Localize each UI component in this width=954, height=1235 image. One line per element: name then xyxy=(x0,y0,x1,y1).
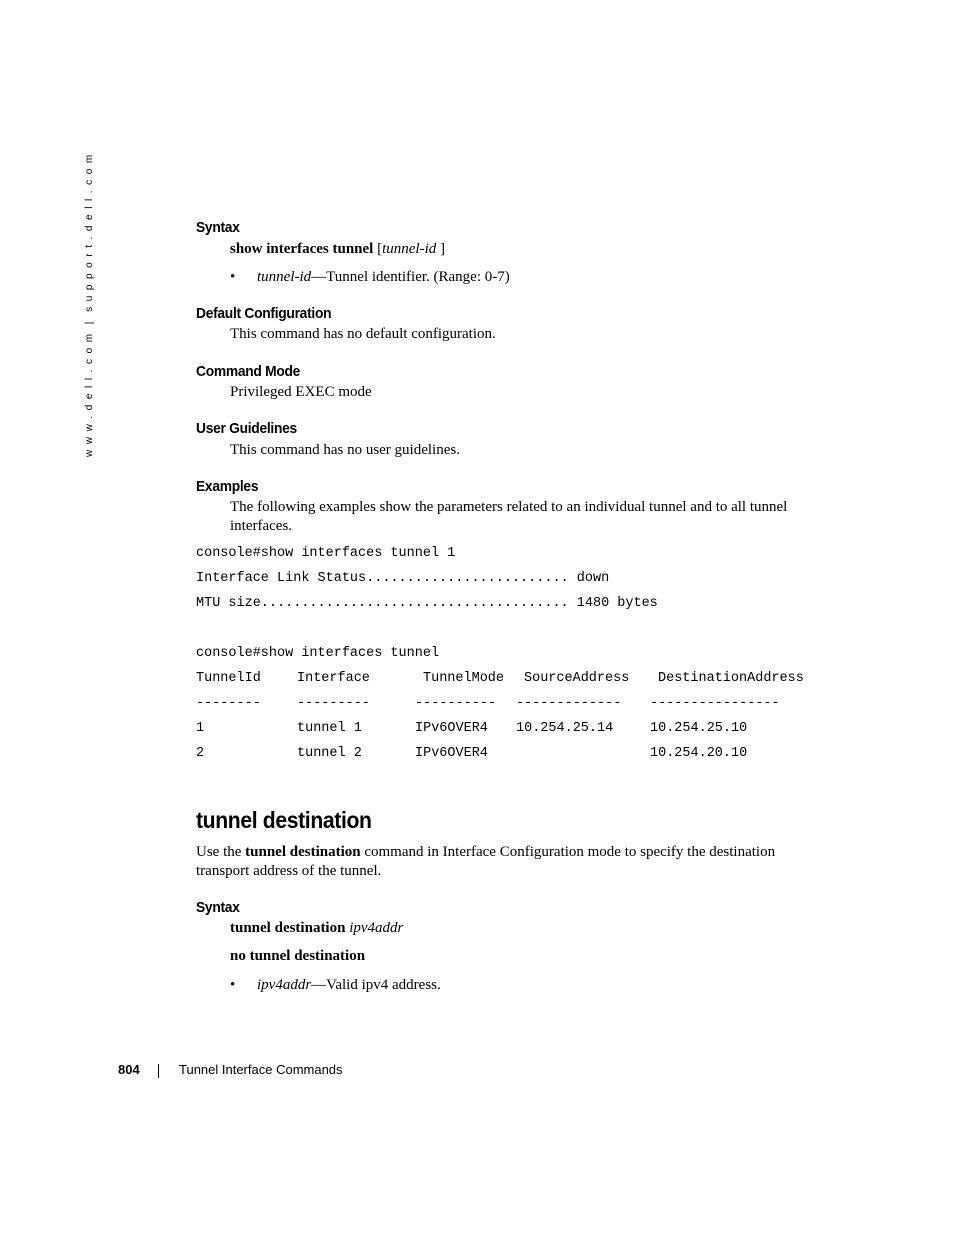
table-cell: tunnel 1 xyxy=(297,721,362,736)
command-mode-text: Privileged EXEC mode xyxy=(230,384,372,400)
table-cell: 1 xyxy=(196,721,205,736)
table-header-cell: DestinationAddress xyxy=(658,671,804,686)
bullet-tunnel-id: • tunnel-id—Tunnel identifier. (Range: 0-7) xyxy=(230,269,510,285)
syntax-line-2 xyxy=(230,919,820,938)
table-cell: IPv6OVER4 xyxy=(415,721,488,736)
console-line-2: Interface Link Status......................... down xyxy=(196,571,610,586)
table-cell: 10.254.25.14 xyxy=(516,721,614,736)
user-guidelines-text: This command has no user guidelines. xyxy=(230,442,460,458)
console-line-3: MTU size...................................... 1480 bytes xyxy=(196,596,658,611)
syntax-argument: tunnel-id xyxy=(382,241,437,257)
syntax-command: show interfaces tunnel xyxy=(230,241,374,257)
table-header-row xyxy=(0,671,954,687)
table-header-cell: SourceAddress xyxy=(524,671,630,686)
syntax-line: show interfaces tunnel [tunnel-id ] xyxy=(230,241,445,257)
default-config-heading: Default Configuration xyxy=(196,305,332,322)
table-row xyxy=(0,721,954,737)
table-divider-cell: ------------- xyxy=(516,696,622,711)
console-line-1: console#show interfaces tunnel 1 xyxy=(196,546,456,561)
syntax-heading-2: Syntax xyxy=(196,899,240,916)
table-cell: 2 xyxy=(196,746,205,761)
table-header-cell: TunnelMode xyxy=(423,671,505,686)
table-cell: 10.254.25.10 xyxy=(650,721,748,736)
syntax-command-2: tunnel destination xyxy=(230,920,346,936)
console-line-4: console#show interfaces tunnel xyxy=(196,646,440,661)
table-divider-cell: ---------- xyxy=(415,696,497,711)
table-cell: tunnel 2 xyxy=(297,746,362,761)
bullet-ipv4addr: • ipv4addr—Valid ipv4 address. xyxy=(230,977,441,993)
command-mode-heading: Command Mode xyxy=(196,363,301,380)
table-cell: 10.254.20.10 xyxy=(650,746,748,761)
table-divider-cell: -------- xyxy=(196,696,261,711)
table-divider-cell: ---------------- xyxy=(650,696,780,711)
section-title: tunnel destination xyxy=(196,807,372,833)
syntax-heading: Syntax xyxy=(196,219,240,236)
footer-section-title: Tunnel Interface Commands xyxy=(179,1062,343,1077)
table-row xyxy=(0,746,954,762)
table-header-cell: Interface xyxy=(297,671,370,686)
side-url: w w w . d e l l . c o m | s u p p o r t . d e l l . c o m xyxy=(84,153,95,457)
table-divider-row xyxy=(0,696,954,712)
examples-heading: Examples xyxy=(196,478,259,495)
user-guidelines-heading: User Guidelines xyxy=(196,420,297,437)
examples-text: The following examples show the parameters related to an individual tunnel and to all tunnel interfaces. xyxy=(230,499,788,534)
table-cell: IPv6OVER4 xyxy=(415,746,488,761)
table-header-cell: TunnelId xyxy=(196,671,261,686)
intro-command: tunnel destination xyxy=(245,844,361,860)
default-config-text: This command has no default configuration. xyxy=(230,326,496,342)
syntax-argument-2: ipv4addr xyxy=(349,920,404,936)
section-intro: Use the tunnel destination command in Interface Configuration mode to specify the destination transport address of the tunnel. xyxy=(196,844,776,879)
table-divider-cell: --------- xyxy=(297,696,370,711)
footer-divider xyxy=(158,1064,159,1078)
no-command-line: no tunnel destination xyxy=(230,948,366,964)
page-number: 804 xyxy=(118,1062,140,1077)
